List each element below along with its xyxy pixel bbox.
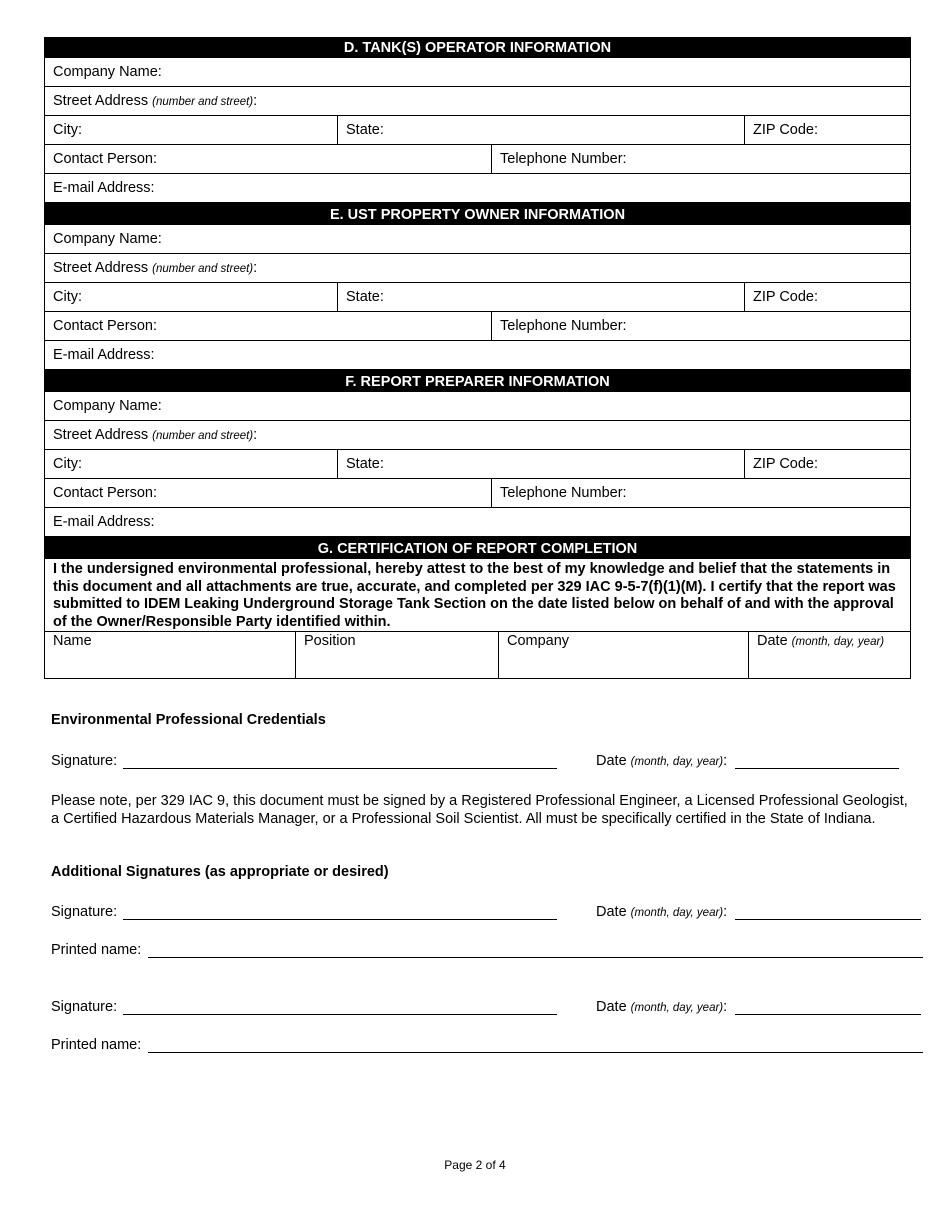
f-company-label: Company Name: [53,398,162,414]
additional-printed-name-1-field[interactable] [51,939,923,958]
f-city-row [44,450,911,479]
additional-printed-name-1-line[interactable] [148,939,923,958]
additional-signature-1-line[interactable] [123,901,557,920]
f-street-label [45,421,910,449]
additional-date-1-colon: : [723,904,728,920]
e-zip-label[interactable]: ZIP Code: [744,283,910,311]
additional-date-2-note: (month, day, year) [630,1002,724,1014]
certification-statement: I the undersigned environmental professional, hereby attest to the best of my knowledge and belief that the statements in this document and all attachments are true, accurate, and completed per 329 IAC 9-5-7(f)(1)(M). I certify that the report was submitted to IDEM Leaking Underground Storage Tank Section on the date listed below on behalf of and with the approval of the Owner/Responsible Party identified within. [44,559,911,632]
credentials-date-colon: : [723,753,728,769]
d-contact-row [44,145,911,174]
d-email-label: E-mail Address: [53,180,155,196]
e-street-row[interactable] [44,254,911,283]
f-street-text: Street Address [53,427,149,443]
d-street-row[interactable] [44,87,911,116]
additional-date-1-label [596,904,727,920]
credentials-date-field[interactable] [596,750,899,769]
credentials-date-note: (month, day, year) [630,756,724,768]
credentials-date-text: Date [596,753,627,769]
additional-printed-name-2-field[interactable] [51,1034,923,1053]
additional-date-2-field[interactable] [596,996,921,1015]
f-state-label[interactable]: State: [337,450,744,478]
additional-date-1-note: (month, day, year) [630,907,724,919]
credentials-heading: Environmental Professional Credentials [51,712,326,728]
credentials-signature-line[interactable] [123,750,557,769]
f-street-colon: : [253,427,258,443]
additional-date-1-field[interactable] [596,901,921,920]
additional-signature-2-field[interactable] [51,996,557,1015]
cert-company-label[interactable]: Company [498,632,748,678]
d-street-label [45,87,910,115]
d-street-text: Street Address [53,93,149,109]
e-street-note: (number and street) [152,263,254,275]
additional-printed-name-1-label: Printed name: [51,942,142,958]
e-state-label[interactable]: State: [337,283,744,311]
e-company-label: Company Name: [53,231,162,247]
additional-signature-2-line[interactable] [123,996,557,1015]
credentials-signature-field[interactable] [51,750,557,769]
credentials-signature-label: Signature: [51,753,118,769]
cert-date-label[interactable] [748,632,910,678]
additional-signature-1-label: Signature: [51,904,118,920]
additional-date-2-colon: : [723,999,728,1015]
e-company-row[interactable] [44,225,911,254]
section-f-header: F. REPORT PREPARER INFORMATION [44,370,911,392]
d-city-label[interactable]: City: [53,122,82,138]
e-street-label [45,254,910,282]
additional-signature-1-field[interactable] [51,901,557,920]
d-contact-label[interactable]: Contact Person: [53,151,157,167]
d-company-label: Company Name: [53,64,162,80]
e-city-row [44,283,911,312]
f-street-note: (number and street) [152,430,254,442]
f-company-row[interactable] [44,392,911,421]
section-g-header: G. CERTIFICATION OF REPORT COMPLETION [44,537,911,559]
cert-date-text: Date [757,633,788,649]
d-zip-label[interactable]: ZIP Code: [744,116,910,144]
cert-date-note: (month, day, year) [791,636,885,648]
d-company-row[interactable] [44,58,911,87]
e-email-row[interactable] [44,341,911,370]
d-city-row [44,116,911,145]
certification-requirement-note: Please note, per 329 IAC 9, this document must be signed by a Registered Professional Engineer, a Licensed Professional Geologist, a Certified Hazardous Materials Manager, or a Professional Soil Scientist. All must be specifically certified in the State of Indiana. [51,793,908,827]
section-e-header: E. UST PROPERTY OWNER INFORMATION [44,203,911,225]
section-d-header: D. TANK(S) OPERATOR INFORMATION [44,37,911,58]
page-number: Page 2 of 4 [444,1158,506,1172]
f-email-row[interactable] [44,508,911,537]
e-contact-row [44,312,911,341]
additional-printed-name-2-label: Printed name: [51,1037,142,1053]
d-street-colon: : [253,93,258,109]
f-street-row[interactable] [44,421,911,450]
d-state-label[interactable]: State: [337,116,744,144]
additional-date-2-line[interactable] [735,996,921,1015]
e-street-text: Street Address [53,260,149,276]
f-email-label: E-mail Address: [53,514,155,530]
additional-signature-2-label: Signature: [51,999,118,1015]
additional-date-2-text: Date [596,999,627,1015]
credentials-date-line[interactable] [735,750,899,769]
f-zip-label[interactable]: ZIP Code: [744,450,910,478]
d-email-row[interactable] [44,174,911,203]
report-form [44,37,911,679]
f-contact-label[interactable]: Contact Person: [53,485,157,501]
e-phone-label[interactable]: Telephone Number: [491,312,910,340]
certification-signature-row [44,632,911,679]
cert-position-label[interactable]: Position [295,632,498,678]
e-email-label: E-mail Address: [53,347,155,363]
additional-printed-name-2-line[interactable] [148,1034,923,1053]
additional-date-1-text: Date [596,904,627,920]
e-city-label[interactable]: City: [53,289,82,305]
d-phone-label[interactable]: Telephone Number: [491,145,910,173]
d-street-note: (number and street) [152,96,254,108]
f-phone-label[interactable]: Telephone Number: [491,479,910,507]
additional-date-1-line[interactable] [735,901,921,920]
additional-signatures-heading: Additional Signatures (as appropriate or desired) [51,864,389,880]
additional-date-2-label [596,999,727,1015]
cert-name-label[interactable]: Name [53,633,92,649]
credentials-date-label [596,753,727,769]
f-city-label[interactable]: City: [53,456,82,472]
e-street-colon: : [253,260,258,276]
f-contact-row [44,479,911,508]
e-contact-label[interactable]: Contact Person: [53,318,157,334]
